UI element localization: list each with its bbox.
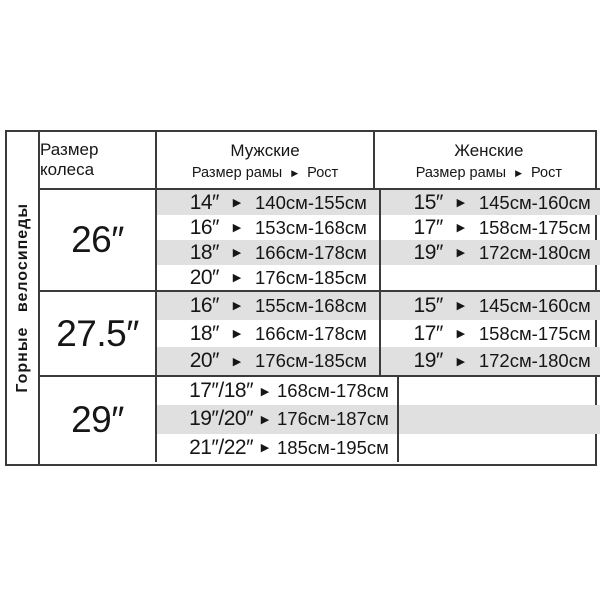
men-row xyxy=(157,377,397,405)
frame-size-value: 20″ xyxy=(189,265,219,289)
wheel-size-value: 26″ xyxy=(40,190,157,290)
wheel-size-value: 27.5″ xyxy=(40,292,157,375)
height-range-value: 185см-195см xyxy=(277,436,389,458)
men-row xyxy=(157,292,379,320)
men-row xyxy=(157,320,379,348)
arrow-right-icon: ▶ xyxy=(456,222,466,234)
men-rows-column xyxy=(157,292,381,375)
arrow-right-icon: ▶ xyxy=(456,197,466,209)
table-main xyxy=(40,132,600,464)
height-range-value: 172см-180см xyxy=(478,241,591,263)
arrow-right-icon: ▶ xyxy=(456,247,466,259)
men-rows-column xyxy=(157,190,381,290)
height-range-value: 166см-178см xyxy=(255,241,367,263)
mens-header-cell xyxy=(157,132,375,188)
women-row xyxy=(381,347,600,375)
mens-height-label: Рост xyxy=(307,164,339,181)
men-row xyxy=(157,265,379,290)
frame-size-value: 19″/20″ xyxy=(189,407,253,431)
frame-size-value: 15″ xyxy=(413,293,443,317)
men-rows-column xyxy=(157,377,399,462)
arrow-right-icon: ▶ xyxy=(291,168,299,178)
table-body xyxy=(40,190,600,464)
frame-size-value: 14″ xyxy=(189,190,219,214)
women-rows-column xyxy=(381,190,600,290)
arrow-right-icon: ▶ xyxy=(232,197,242,209)
height-range-value: 145см-160см xyxy=(478,191,591,213)
womens-subheader xyxy=(416,166,562,181)
frame-size-value: 17″ xyxy=(413,215,443,239)
mens-frame-label: Размер рамы xyxy=(191,164,283,181)
women-row xyxy=(399,405,600,433)
men-row xyxy=(157,347,379,375)
height-range-value: 140см-155см xyxy=(255,191,367,213)
women-row xyxy=(381,292,600,320)
womens-title: Женские xyxy=(454,140,524,160)
womens-header-cell xyxy=(375,132,600,188)
arrow-right-icon: ▶ xyxy=(232,272,242,284)
height-range-value: 176см-185см xyxy=(255,350,367,372)
frame-size-value: 21″/22″ xyxy=(189,435,253,459)
frame-size-value: 15″ xyxy=(413,190,443,214)
bike-size-table xyxy=(5,130,597,466)
men-row xyxy=(157,215,379,240)
arrow-right-icon: ▶ xyxy=(232,222,242,234)
frame-size-value: 17″/18″ xyxy=(189,379,253,403)
women-row xyxy=(381,265,600,290)
arrow-right-icon: ▶ xyxy=(260,413,270,426)
women-rows-column xyxy=(399,377,600,462)
women-row xyxy=(381,320,600,348)
height-range-value: 155см-168см xyxy=(255,294,367,316)
women-row xyxy=(399,434,600,462)
frame-size-value: 17″ xyxy=(413,321,443,345)
women-row xyxy=(381,215,600,240)
category-side-column xyxy=(7,132,40,464)
arrow-right-icon: ▶ xyxy=(456,300,466,313)
arrow-right-icon: ▶ xyxy=(456,355,466,368)
frame-size-value: 16″ xyxy=(189,293,219,317)
arrow-right-icon: ▶ xyxy=(232,300,242,313)
arrow-right-icon: ▶ xyxy=(260,385,270,398)
wheel-size-value: 29″ xyxy=(40,377,157,462)
section-27.5-inch xyxy=(40,292,600,377)
section-26-inch xyxy=(40,190,600,292)
height-range-value: 158см-175см xyxy=(478,216,591,238)
height-range-value: 168см-178см xyxy=(277,380,389,402)
frame-size-value: 19″ xyxy=(413,240,443,264)
table-header-row xyxy=(40,132,600,190)
height-range-value: 153см-168см xyxy=(255,216,367,238)
frame-size-value: 19″ xyxy=(413,349,443,373)
women-row xyxy=(381,190,600,215)
frame-size-value: 16″ xyxy=(189,215,219,239)
height-range-value: 176см-187см xyxy=(277,408,389,430)
arrow-right-icon: ▶ xyxy=(456,328,466,340)
arrow-right-icon: ▶ xyxy=(232,247,242,259)
arrow-right-icon: ▶ xyxy=(232,328,242,340)
women-row xyxy=(399,377,600,405)
women-row xyxy=(381,240,600,265)
height-range-value: 166см-178см xyxy=(255,322,367,344)
arrow-right-icon: ▶ xyxy=(515,168,522,178)
womens-frame-label: Размер рамы xyxy=(415,164,507,181)
arrow-right-icon: ▶ xyxy=(232,355,242,368)
frame-size-value: 20″ xyxy=(189,349,219,373)
category-label: Горные велосипеды xyxy=(13,203,31,393)
arrow-right-icon: ▶ xyxy=(260,442,270,455)
men-row xyxy=(157,434,397,462)
men-row xyxy=(157,240,379,265)
height-range-value: 158см-175см xyxy=(478,322,591,344)
mens-title: Мужские xyxy=(230,140,300,160)
frame-size-value: 18″ xyxy=(189,240,219,264)
frame-size-value: 18″ xyxy=(189,321,219,345)
wheel-size-header: Размер колеса xyxy=(40,132,157,188)
men-row xyxy=(157,405,397,433)
womens-height-label: Рост xyxy=(531,164,562,181)
section-29-inch xyxy=(40,377,600,462)
height-range-value: 172см-180см xyxy=(478,350,591,372)
height-range-value: 176см-185см xyxy=(255,266,367,288)
height-range-value: 145см-160см xyxy=(478,294,591,316)
men-row xyxy=(157,190,379,215)
women-rows-column xyxy=(381,292,600,375)
mens-subheader xyxy=(192,166,338,181)
